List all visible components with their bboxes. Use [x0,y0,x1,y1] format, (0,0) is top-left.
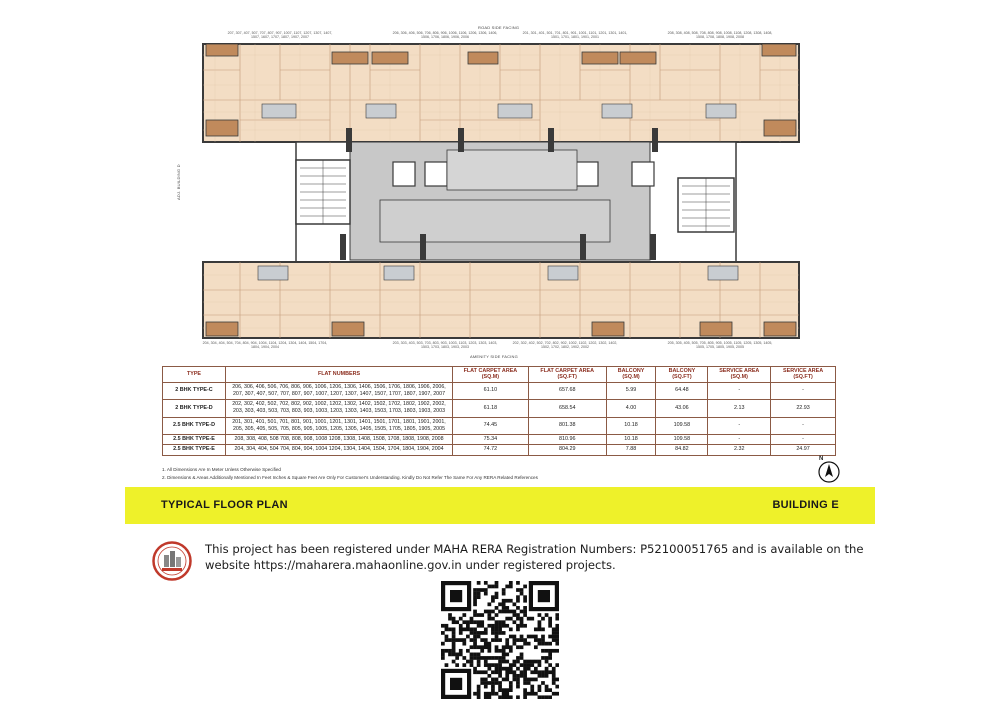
row-flats: 208, 308, 408, 508 708, 808, 908, 1008 1208, 1308, 1408, 1508, 1708, 1808, 1908, 2008 [226,434,453,444]
row-flats: 206, 306, 406, 506, 706, 806, 906, 1006, 1206, 1306, 1406, 1506, 1706, 1806, 1906, 2006, 207, 307, 407, 507, 707, 807, 907, 1007, 1207, 1307, 1407, 1507, 1707, 1807, 1907, 2007 [226,382,453,399]
row-balcony-sqft: 109.58 [656,434,708,444]
table-row [163,434,836,444]
area-table [162,366,836,456]
top-flat-group-4: 208, 308, 408, 508, 708, 808, 908, 1008, 1108, 1208, 1308, 1408, 1508, 1708, 1808, 1908, 2008 [667,31,773,40]
row-flats: 202, 302, 402, 502, 702, 802, 902, 1002, 1202, 1302, 1402, 1502, 1702, 1802, 1902, 2002, 203, 303, 403, 503, 703, 803, 903, 1003, 1203, 1303, 1403, 1503, 1703, 1803, 1903, 2003 [226,400,453,417]
row-flats: 201, 301, 401, 501, 701, 801, 901, 1001, 1201, 1301, 1401, 1501, 1701, 1801, 1901, 2001, 205, 305, 405, 505, 705, 805, 905, 1005, 1205, 1305, 1405, 1505, 1705, 1805, 1905, 2005 [226,417,453,434]
row-carpet-sqft: 804.29 [528,445,606,455]
top-flat-group-2: 206, 306, 406, 506, 706, 806, 906, 1006, 1106, 1206, 1306, 1406, 1506, 1706, 1806, 1906, 2006 [392,31,498,40]
north-label: N [819,456,824,462]
row-carpet-sqm: 61.18 [453,400,529,417]
header-service-sqft: SERVICE AREA (SQ.FT) [771,367,836,383]
bottom-flat-group-4: 205, 305, 405, 505, 705, 805, 905, 1005, 1105, 1205, 1305, 1405, 1505, 1705, 1805, 1905, 2005 [667,341,773,350]
row-carpet-sqm: 61.10 [453,382,529,399]
row-service-sqm: 2.13 [708,400,771,417]
banner-building: BUILDING E [772,499,839,511]
row-type: 2.5 BHK TYPE-E [163,434,226,444]
header-balcony-sqft: BALCONY (SQ.FT) [656,367,708,383]
row-balcony-sqm: 4.00 [606,400,656,417]
header-service-sqm: SERVICE AREA (SQ.M) [708,367,771,383]
row-type: 2.5 BHK TYPE-D [163,417,226,434]
bottom-road-label: AMENITY SIDE FACING [470,354,518,359]
row-balcony-sqm: 10.18 [606,434,656,444]
top-flat-group-3: 201, 301, 401, 501, 701, 801, 901, 1001, 1101, 1201, 1301, 1401, 1501, 1701, 1801, 1901, 2001 [522,31,628,40]
header-carpet-sqm: FLAT CARPET AREA (SQ.M) [453,367,529,383]
row-balcony-sqft: 64.48 [656,382,708,399]
row-balcony-sqft: 109.58 [656,417,708,434]
table-row [163,417,836,434]
row-service-sqm: - [708,382,771,399]
row-type: 2 BHK TYPE-C [163,382,226,399]
table-row [163,400,836,417]
row-carpet-sqft: 801.38 [528,417,606,434]
table-row [163,382,836,399]
row-balcony-sqm: 10.18 [606,417,656,434]
row-carpet-sqm: 74.45 [453,417,529,434]
row-carpet-sqft: 658.54 [528,400,606,417]
banner-title: TYPICAL FLOOR PLAN [161,499,288,511]
area-table-wrap [162,366,836,456]
side-label: ADJ. BUILDING D [176,164,181,200]
row-flats: 204, 304, 404, 504 704, 804, 904, 1004 1204, 1304, 1404, 1504, 1704, 1804, 1904, 2004 [226,445,453,455]
title-banner [125,487,875,524]
table-row [163,445,836,455]
bottom-flat-group-1: 204, 304, 404, 504, 704, 804, 904, 1004, 1104, 1204, 1304, 1404, 1504, 1704, 1804, 1904, 2004 [202,341,328,350]
row-type: 2.5 BHK TYPE-E [163,445,226,455]
row-balcony-sqm: 7.88 [606,445,656,455]
bottom-flat-group-3: 202, 302, 402, 502, 702, 802, 902, 1002, 1102, 1202, 1302, 1402, 1502, 1702, 1802, 1902, 2002 [512,341,618,350]
north-arrow-icon [816,456,842,484]
notes [162,466,538,482]
top-flat-group-1: 207, 307, 407, 507, 707, 807, 907, 1007, 1107, 1207, 1307, 1407, 1507, 1607, 1707, 1807, 1907, 2007 [227,31,333,40]
row-service-sqm: 2.32 [708,445,771,455]
row-service-sqft: - [771,417,836,434]
row-balcony-sqm: 5.99 [606,382,656,399]
table-header-row [163,367,836,383]
row-carpet-sqft: 657.68 [528,382,606,399]
row-carpet-sqft: 810.96 [528,434,606,444]
row-service-sqft: 24.97 [771,445,836,455]
row-carpet-sqm: 75.34 [453,434,529,444]
row-service-sqm: - [708,417,771,434]
row-carpet-sqm: 74.72 [453,445,529,455]
header-flat-numbers: FLAT NUMBERS [226,367,453,383]
maharera-logo-icon [152,541,192,581]
header-balcony-sqm: BALCONY (SQ.M) [606,367,656,383]
row-service-sqft: - [771,382,836,399]
row-service-sqft: 22.93 [771,400,836,417]
header-carpet-sqft: FLAT CARPET AREA (SQ.FT) [528,367,606,383]
qr-code-icon[interactable] [441,581,559,699]
rera-statement: This project has been registered under MAHA RERA Registration Numbers: P52100051765 and is available on the website https://maharera.mahaonline.gov.in under registered projects. [205,542,864,572]
row-service-sqm: - [708,434,771,444]
bottom-flat-group-2: 203, 303, 403, 503, 703, 803, 903, 1003, 1103, 1203, 1303, 1403, 1503, 1703, 1803, 1903, 2003 [392,341,498,350]
note-2: 2. Dimensions & Areas Additionally Mentioned In Feet Inches & Square Feet Are Only For Customer's Understanding. Kindly Do Not Refer The Same For Any RERA Related References [162,475,538,480]
note-1: 1. All Dimensions Are In Meter Unless Otherwise Specified [162,467,281,472]
row-balcony-sqft: 43.06 [656,400,708,417]
row-type: 2 BHK TYPE-D [163,400,226,417]
row-balcony-sqft: 84.82 [656,445,708,455]
row-service-sqft: - [771,434,836,444]
header-type: TYPE [163,367,226,383]
top-road-label: ROAD SIDE FACING [478,25,520,30]
